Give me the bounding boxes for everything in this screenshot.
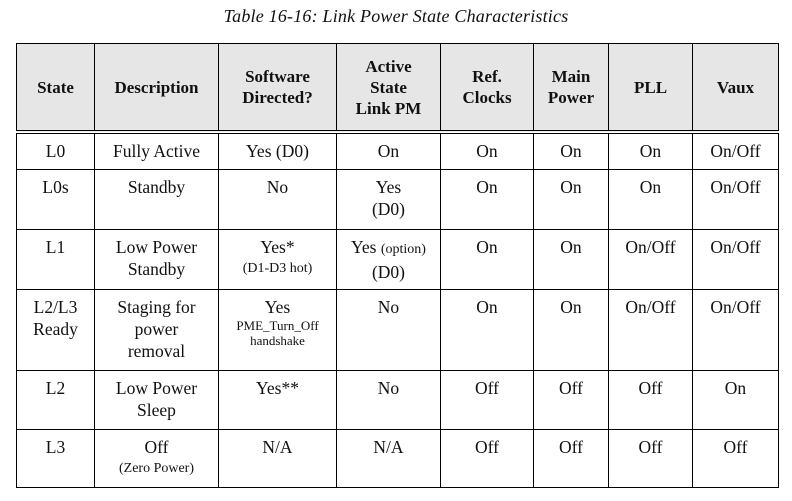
cell-state: L3: [17, 429, 95, 487]
cell-aspm: No: [337, 289, 441, 370]
cell-pll: On: [609, 169, 693, 229]
header-vaux: Vaux: [693, 44, 779, 133]
cell-software-directed: Yes PME_Turn_Off handshake: [219, 289, 337, 370]
cell-main-power: Off: [534, 429, 609, 487]
cell-software-directed: N/A: [219, 429, 337, 487]
cell-state: L0s: [17, 169, 95, 229]
cell-ref-clocks: On: [441, 132, 534, 169]
table-row: [17, 429, 779, 487]
header-row: [17, 44, 779, 133]
cell-aspm: No: [337, 370, 441, 429]
cell-pll: On/Off: [609, 229, 693, 289]
cell-vaux: On/Off: [693, 132, 779, 169]
header-active-state-link-pm: Active State Link PM: [337, 44, 441, 133]
header-ref-clocks: Ref. Clocks: [441, 44, 534, 133]
cell-vaux: On: [693, 370, 779, 429]
cell-state: L2/L3 Ready: [17, 289, 95, 370]
cell-description: Low Power Sleep: [95, 370, 219, 429]
link-power-state-table: [16, 43, 779, 488]
cell-ref-clocks: Off: [441, 370, 534, 429]
cell-description: Fully Active: [95, 132, 219, 169]
cell-software-directed: No: [219, 169, 337, 229]
cell-description: Standby: [95, 169, 219, 229]
table-row: [17, 169, 779, 229]
cell-ref-clocks: Off: [441, 429, 534, 487]
header-pll: PLL: [609, 44, 693, 133]
cell-main-power: On: [534, 169, 609, 229]
cell-aspm: On: [337, 132, 441, 169]
cell-state: L1: [17, 229, 95, 289]
cell-main-power: On: [534, 229, 609, 289]
header-software-directed: Software Directed?: [219, 44, 337, 133]
cell-description: Off (Zero Power): [95, 429, 219, 487]
cell-ref-clocks: On: [441, 169, 534, 229]
table-row: [17, 370, 779, 429]
cell-vaux: On/Off: [693, 289, 779, 370]
header-description: Description: [95, 44, 219, 133]
cell-aspm: Yes (option) (D0): [337, 229, 441, 289]
cell-pll: On/Off: [609, 289, 693, 370]
cell-ref-clocks: On: [441, 229, 534, 289]
table-row: [17, 229, 779, 289]
table-caption: Table 16-16: Link Power State Characteristics: [223, 6, 569, 26]
cell-vaux: On/Off: [693, 229, 779, 289]
cell-vaux: On/Off: [693, 169, 779, 229]
header-main-power: Main Power: [534, 44, 609, 133]
cell-pll: Off: [609, 429, 693, 487]
cell-main-power: On: [534, 132, 609, 169]
cell-software-directed: Yes* (D1-D3 hot): [219, 229, 337, 289]
cell-state: L2: [17, 370, 95, 429]
cell-main-power: Off: [534, 370, 609, 429]
cell-description: Staging for power removal: [95, 289, 219, 370]
cell-software-directed: Yes**: [219, 370, 337, 429]
cell-pll: On: [609, 132, 693, 169]
table-row: [17, 132, 779, 169]
cell-pll: Off: [609, 370, 693, 429]
cell-aspm: Yes (D0): [337, 169, 441, 229]
cell-aspm: N/A: [337, 429, 441, 487]
cell-software-directed: Yes (D0): [219, 132, 337, 169]
cell-main-power: On: [534, 289, 609, 370]
cell-ref-clocks: On: [441, 289, 534, 370]
cell-state: L0: [17, 132, 95, 169]
cell-vaux: Off: [693, 429, 779, 487]
cell-description: Low Power Standby: [95, 229, 219, 289]
header-state: State: [17, 44, 95, 133]
table-row: [17, 289, 779, 370]
